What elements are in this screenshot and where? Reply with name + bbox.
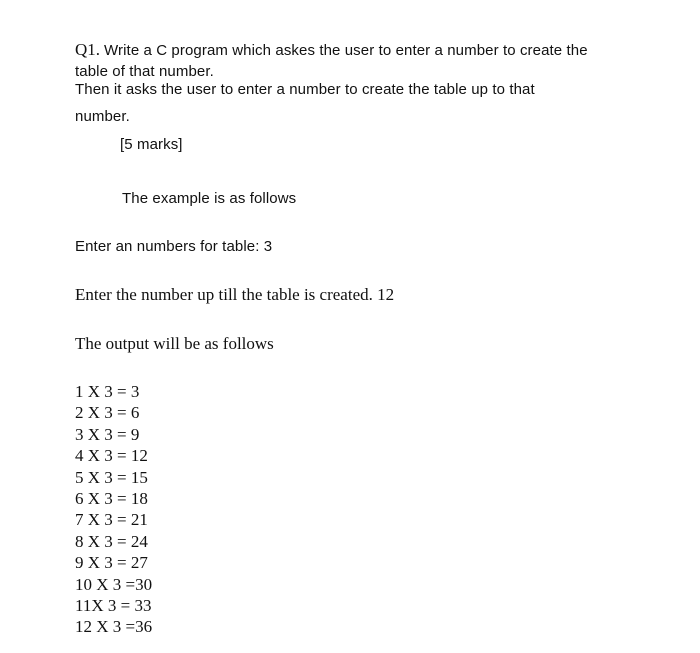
output-line: 5 X 3 = 15 xyxy=(75,467,148,487)
question-text-line-3: Then it asks the user to enter a number to create the table up to that xyxy=(75,81,535,98)
output-line: 9 X 3 = 27 xyxy=(75,553,148,573)
question-number: Q1. xyxy=(75,40,101,59)
marks-label: [5 marks] xyxy=(120,136,183,153)
output-line: 4 X 3 = 12 xyxy=(75,446,148,466)
output-line: 3 X 3 = 9 xyxy=(75,424,140,444)
output-line: 8 X 3 = 24 xyxy=(75,531,148,551)
question-text-line-4: number. xyxy=(75,108,130,125)
prompt-limit-number: Enter the number up till the table is created. 12 xyxy=(75,285,395,304)
output-table-list xyxy=(75,381,152,638)
question-text-line-2: table of that number. xyxy=(75,63,214,80)
output-line: 6 X 3 = 18 xyxy=(75,489,148,509)
output-line: 10 X 3 =30 xyxy=(75,574,153,594)
output-line: 12 X 3 =36 xyxy=(75,617,153,637)
output-line: 1 X 3 = 3 xyxy=(75,382,140,401)
question-line-1 xyxy=(75,40,588,60)
question-text-line-1: Write a C program which askes the user to enter a number to create the xyxy=(104,42,588,59)
example-intro: The example is as follows xyxy=(122,190,297,207)
output-line: 2 X 3 = 6 xyxy=(75,403,140,423)
prompt-table-number: Enter an numbers for table: 3 xyxy=(75,238,273,255)
output-line: 11X 3 = 33 xyxy=(75,596,152,616)
output-line: 7 X 3 = 21 xyxy=(75,510,148,530)
output-intro: The output will be as follows xyxy=(75,334,274,353)
